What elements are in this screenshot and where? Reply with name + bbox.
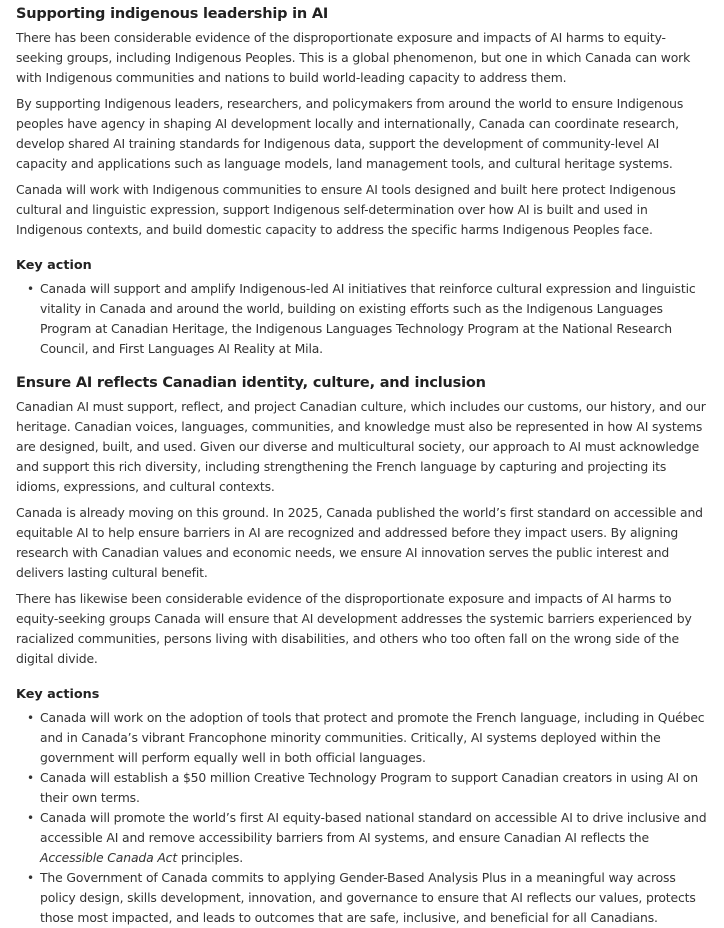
key-actions-list bbox=[16, 708, 708, 928]
key-action-list bbox=[16, 279, 708, 359]
section-indigenous-leadership bbox=[16, 4, 708, 359]
paragraph: There has likewise been considerable evidence of the disproportionate exposure and impacts of AI harms to equity-seeking groups Canada will ensure that AI development addresses the systemic barriers experienced by racialized communities, persons living with disabilities, and others who too often fall on the wrong side of the digital divide. bbox=[16, 591, 692, 666]
paragraph: Canada is already moving on this ground. In 2025, Canada published the world’s first standard on accessible and equitable AI to help ensure barriers in AI are recognized and addressed before they impact users. By aligning research with Canadian values and economic needs, we ensure AI innovation serves the public interest and delivers lasting cultural benefit. bbox=[16, 505, 703, 580]
paragraph: Canada will work with Indigenous communities to ensure AI tools designed and built here protect Indigenous cultural and linguistic expression, support Indigenous self-determination over how AI is built and used in Indigenous contexts, and build domestic capacity to address the specific harms Indigenous Peoples face. bbox=[16, 182, 676, 237]
section-title: Ensure AI reflects Canadian identity, culture, and inclusion bbox=[16, 375, 486, 391]
list-item: • Canada will establish a $50 million Creative Technology Program to support Canadian creators in using AI on their own terms. bbox=[40, 768, 708, 808]
list-item-text-tail: principles. bbox=[180, 850, 244, 865]
paragraph: By supporting Indigenous leaders, researchers, and policymakers from around the world to ensure Indigenous peoples have agency in shaping AI development locally and internationally, Canada can coordinate research, develop shared AI training standards for Indigenous data, support the development of community-level AI capacity and applications such as language models, land management tools, and cultural heritage systems. bbox=[16, 96, 684, 171]
section-title: Supporting indigenous leadership in AI bbox=[16, 6, 329, 22]
act-title: Accessible Canada Act bbox=[40, 850, 178, 865]
list-item: • Canada will work on the adoption of tools that protect and promote the French language, including in Québec and in Canada’s vibrant Francophone minority communities. Critically, AI systems deployed within the government will perform equally well in both official languages. bbox=[40, 708, 708, 768]
list-item: • The Government of Canada commits to applying Gender-Based Analysis Plus in a meaningful way across policy design, skills development, innovation, and governance to ensure that AI reflects our values, protects those most impacted, and leads to outcomes that are safe, inclusive, and beneficial for all Canadians. bbox=[40, 868, 708, 928]
section-canadian-identity bbox=[16, 373, 708, 928]
paragraph: Canadian AI must support, reflect, and project Canadian culture, which includes our customs, our history, and our heritage. Canadian voices, languages, communities, and knowledge must also be represented in how AI systems are designed, built, and used. Given our diverse and multicultural society, our approach to AI must acknowledge and support this rich diversity, including strengthening the French language by capturing and projecting its idioms, expressions, and cultural contexts. bbox=[16, 399, 706, 494]
list-item: • Canada will support and amplify Indigenous-led AI initiatives that reinforce cultural expression and linguistic vitality in Canada and around the world, building on existing efforts such as the Indigenous Languages Program at Canadian Heritage, the Indigenous Languages Technology Program at the National Research Council, and First Languages AI Reality at Mila. bbox=[40, 279, 708, 359]
list-item-text: Canada will promote the world’s first AI equity-based national standard on accessible AI to drive inclusive and accessible AI and remove accessibility barriers from AI systems, and ensure Canadian AI reflects the bbox=[40, 810, 707, 845]
key-action-heading: Key action bbox=[16, 258, 92, 273]
key-actions-heading: Key actions bbox=[16, 687, 100, 702]
list-item bbox=[40, 808, 708, 868]
paragraph: There has been considerable evidence of the disproportionate exposure and impacts of AI harms to equity-seeking groups, including Indigenous Peoples. This is a global phenomenon, but one in which Canada can work with Indigenous communities and nations to build world-leading capacity to address them. bbox=[16, 30, 691, 85]
